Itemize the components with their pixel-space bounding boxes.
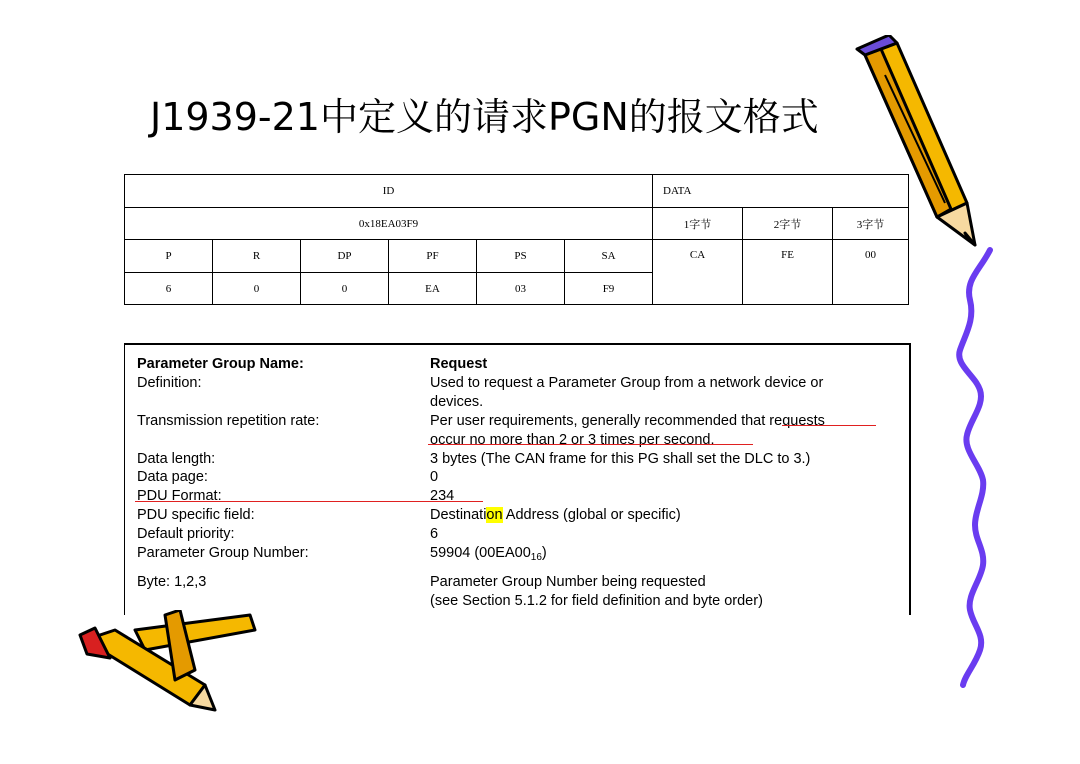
field-value: F9 [565, 273, 653, 305]
id-header: ID [125, 175, 653, 208]
field-header: SA [565, 240, 653, 273]
field-value: 0 [301, 273, 389, 305]
pg-value-cont: occur no more than 2 or 3 times per second. [430, 432, 715, 448]
field-header: P [125, 240, 213, 273]
pg-label: Data page: [137, 469, 208, 485]
pg-label: Parameter Group Number: [137, 545, 309, 561]
pg-label: Definition: [137, 375, 202, 391]
underline-mark [135, 501, 483, 502]
pg-value: Used to request a Parameter Group from a network device or [430, 375, 824, 391]
pg-definition-box [124, 343, 911, 615]
id-value: 0x18EA03F9 [125, 208, 653, 240]
field-header: PF [389, 240, 477, 273]
pg-value: Request [430, 356, 488, 372]
underline-mark [428, 444, 753, 445]
pg-value-subscript: 16 [530, 552, 542, 563]
data-value: FE [743, 240, 833, 305]
data-value: 00 [833, 240, 909, 305]
data-value: CA [653, 240, 743, 305]
pg-value-part: Address (global or specific) [502, 507, 681, 523]
pg-value: 234 [430, 488, 455, 504]
pg-label: Data length: [137, 451, 216, 467]
slide-title: J1939-21中定义的请求PGN的报文格式 [150, 95, 819, 139]
pg-value: 3 bytes (The CAN frame for this PG shall set the DLC to 3.) [430, 451, 811, 467]
byte-label: 3字节 [833, 208, 909, 240]
byte-label: 1字节 [653, 208, 743, 240]
field-value: 6 [125, 273, 213, 305]
pg-value: 6 [430, 526, 439, 542]
highlight-mark: on [486, 507, 503, 523]
pg-label: Parameter Group Name: [137, 356, 304, 372]
field-value: EA [389, 273, 477, 305]
crossed-pencils-icon [75, 610, 265, 720]
pg-value-cont: (see Section 5.1.2 for field definition and byte order) [430, 593, 763, 609]
field-value: 03 [477, 273, 565, 305]
pg-value: 0 [430, 469, 439, 485]
pg-value [430, 545, 547, 563]
pg-value-part: ) [541, 545, 547, 561]
pg-value: Per user requirements, generally recommended that requests [430, 413, 825, 429]
underline-mark [782, 425, 876, 426]
field-header: R [213, 240, 301, 273]
pg-value-cont: devices. [430, 394, 484, 410]
pg-label: Transmission repetition rate: [137, 413, 320, 429]
pg-label: PDU Format: [137, 488, 222, 504]
field-header: PS [477, 240, 565, 273]
byte-label: 2字节 [743, 208, 833, 240]
pg-value-part: 59904 (00EA00 [430, 545, 531, 561]
pg-label: PDU specific field: [137, 507, 255, 523]
field-value: 0 [213, 273, 301, 305]
pg-label: Byte: 1,2,3 [137, 574, 207, 590]
pg-value: Parameter Group Number being requested [430, 574, 706, 590]
data-header: DATA [653, 175, 909, 208]
pg-value [430, 507, 681, 523]
purple-wavy-line [945, 240, 1015, 690]
can-frame-table [124, 174, 909, 305]
pg-label: Default priority: [137, 526, 235, 542]
field-header: DP [301, 240, 389, 273]
pg-value-part: Destinati [430, 507, 487, 523]
